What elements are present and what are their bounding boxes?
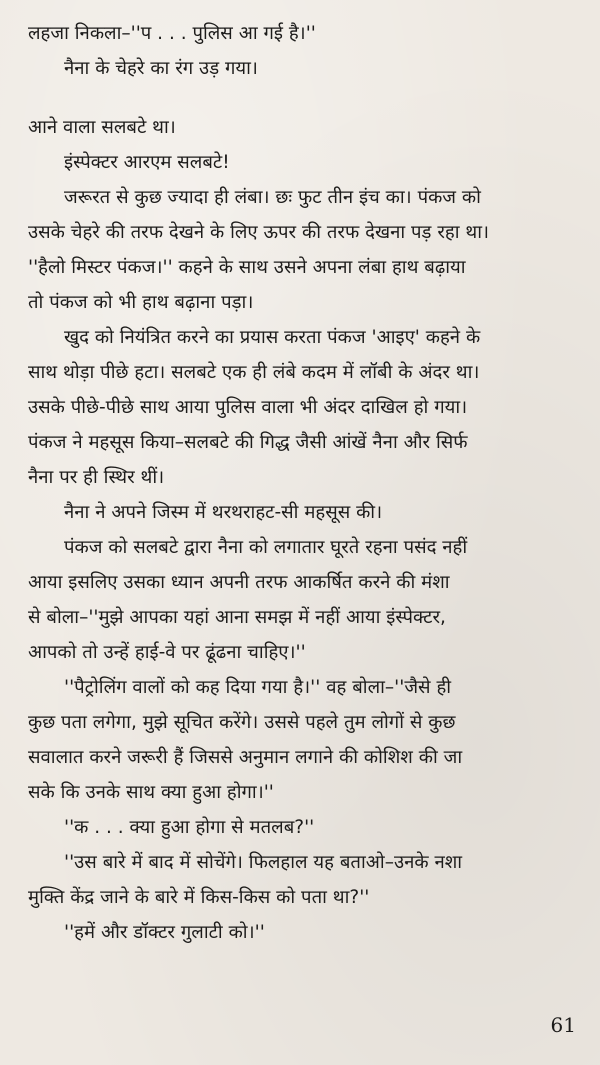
text-line: उसके चेहरे की तरफ देखने के लिए ऊपर की तरफ देखना पड़ रहा था। [28,222,490,243]
text-line: खुद को नियंत्रित करने का प्रयास करता पंकज 'आइए' कहने के [64,327,481,348]
text-line: साथ थोड़ा पीछे हटा। सलबटे एक ही लंबे कदम में लॉबी के अंदर था। [28,362,480,383]
text-line: ''उस बारे में बाद में सोचेंगे। फिलहाल यह बताओ–उनके नशा [64,852,463,873]
text-line: आने वाला सलबटे था। [28,117,176,138]
text-line: सके कि उनके साथ क्या हुआ होगा।'' [28,782,274,803]
text-line: आपको तो उन्हें हाई-वे पर ढूंढना चाहिए।'' [28,642,306,663]
text-line: नैना के चेहरे का रंग उड़ गया। [64,58,258,79]
text-line: उसके पीछे-पीछे साथ आया पुलिस वाला भी अंदर दाखिल हो गया। [28,397,468,418]
text-line: ''पैट्रोलिंग वालों को कह दिया गया है।'' वह बोला–''जैसे ही [64,677,452,698]
text-line: इंस्पेक्टर आरएम सलबटे! [64,152,230,173]
text-line: से बोला–''मुझे आपका यहां आना समझ में नहीं आया इंस्पेक्टर, [28,607,446,628]
text-line: लहजा निकला–''प . . . पुलिस आ गई है।'' [28,23,316,44]
text-line: ''हैलो मिस्टर पंकज।'' कहने के साथ उसने अपना लंबा हाथ बढ़ाया [28,257,466,278]
text-line: तो पंकज को भी हाथ बढ़ाना पड़ा। [28,292,254,313]
text-line: जरूरत से कुछ ज्यादा ही लंबा। छः फुट तीन इंच का। पंकज को [64,187,481,208]
text-line: पंकज ने महसूस किया–सलबटे की गिद्ध जैसी आंखें नैना और सिर्फ [28,432,468,453]
text-line: मुक्ति केंद्र जाने के बारे में किस-किस को पता था?'' [28,887,370,908]
page-number: 61 [550,1013,576,1037]
text-line: पंकज को सलबटे द्वारा नैना को लगातार घूरते रहना पसंद नहीं [64,537,468,558]
text-line: ''हमें और डॉक्टर गुलाटी को।'' [64,922,265,943]
text-line: आया इसलिए उसका ध्यान अपनी तरफ आकर्षित करने की मंशा [28,572,450,593]
text-line: नैना पर ही स्थिर थीं। [28,467,165,488]
text-line: कुछ पता लगेगा, मुझे सूचित करेंगे। उससे पहले तुम लोगों से कुछ [28,712,456,733]
page-text [28,16,568,950]
text-line: नैना ने अपने जिस्म में थरथराहट-सी महसूस की। [64,502,383,523]
text-line: सवालात करने जरूरी हैं जिससे अनुमान लगाने की कोशिश की जा [28,747,463,768]
text-line: ''क . . . क्या हुआ होगा से मतलब?'' [64,817,315,838]
